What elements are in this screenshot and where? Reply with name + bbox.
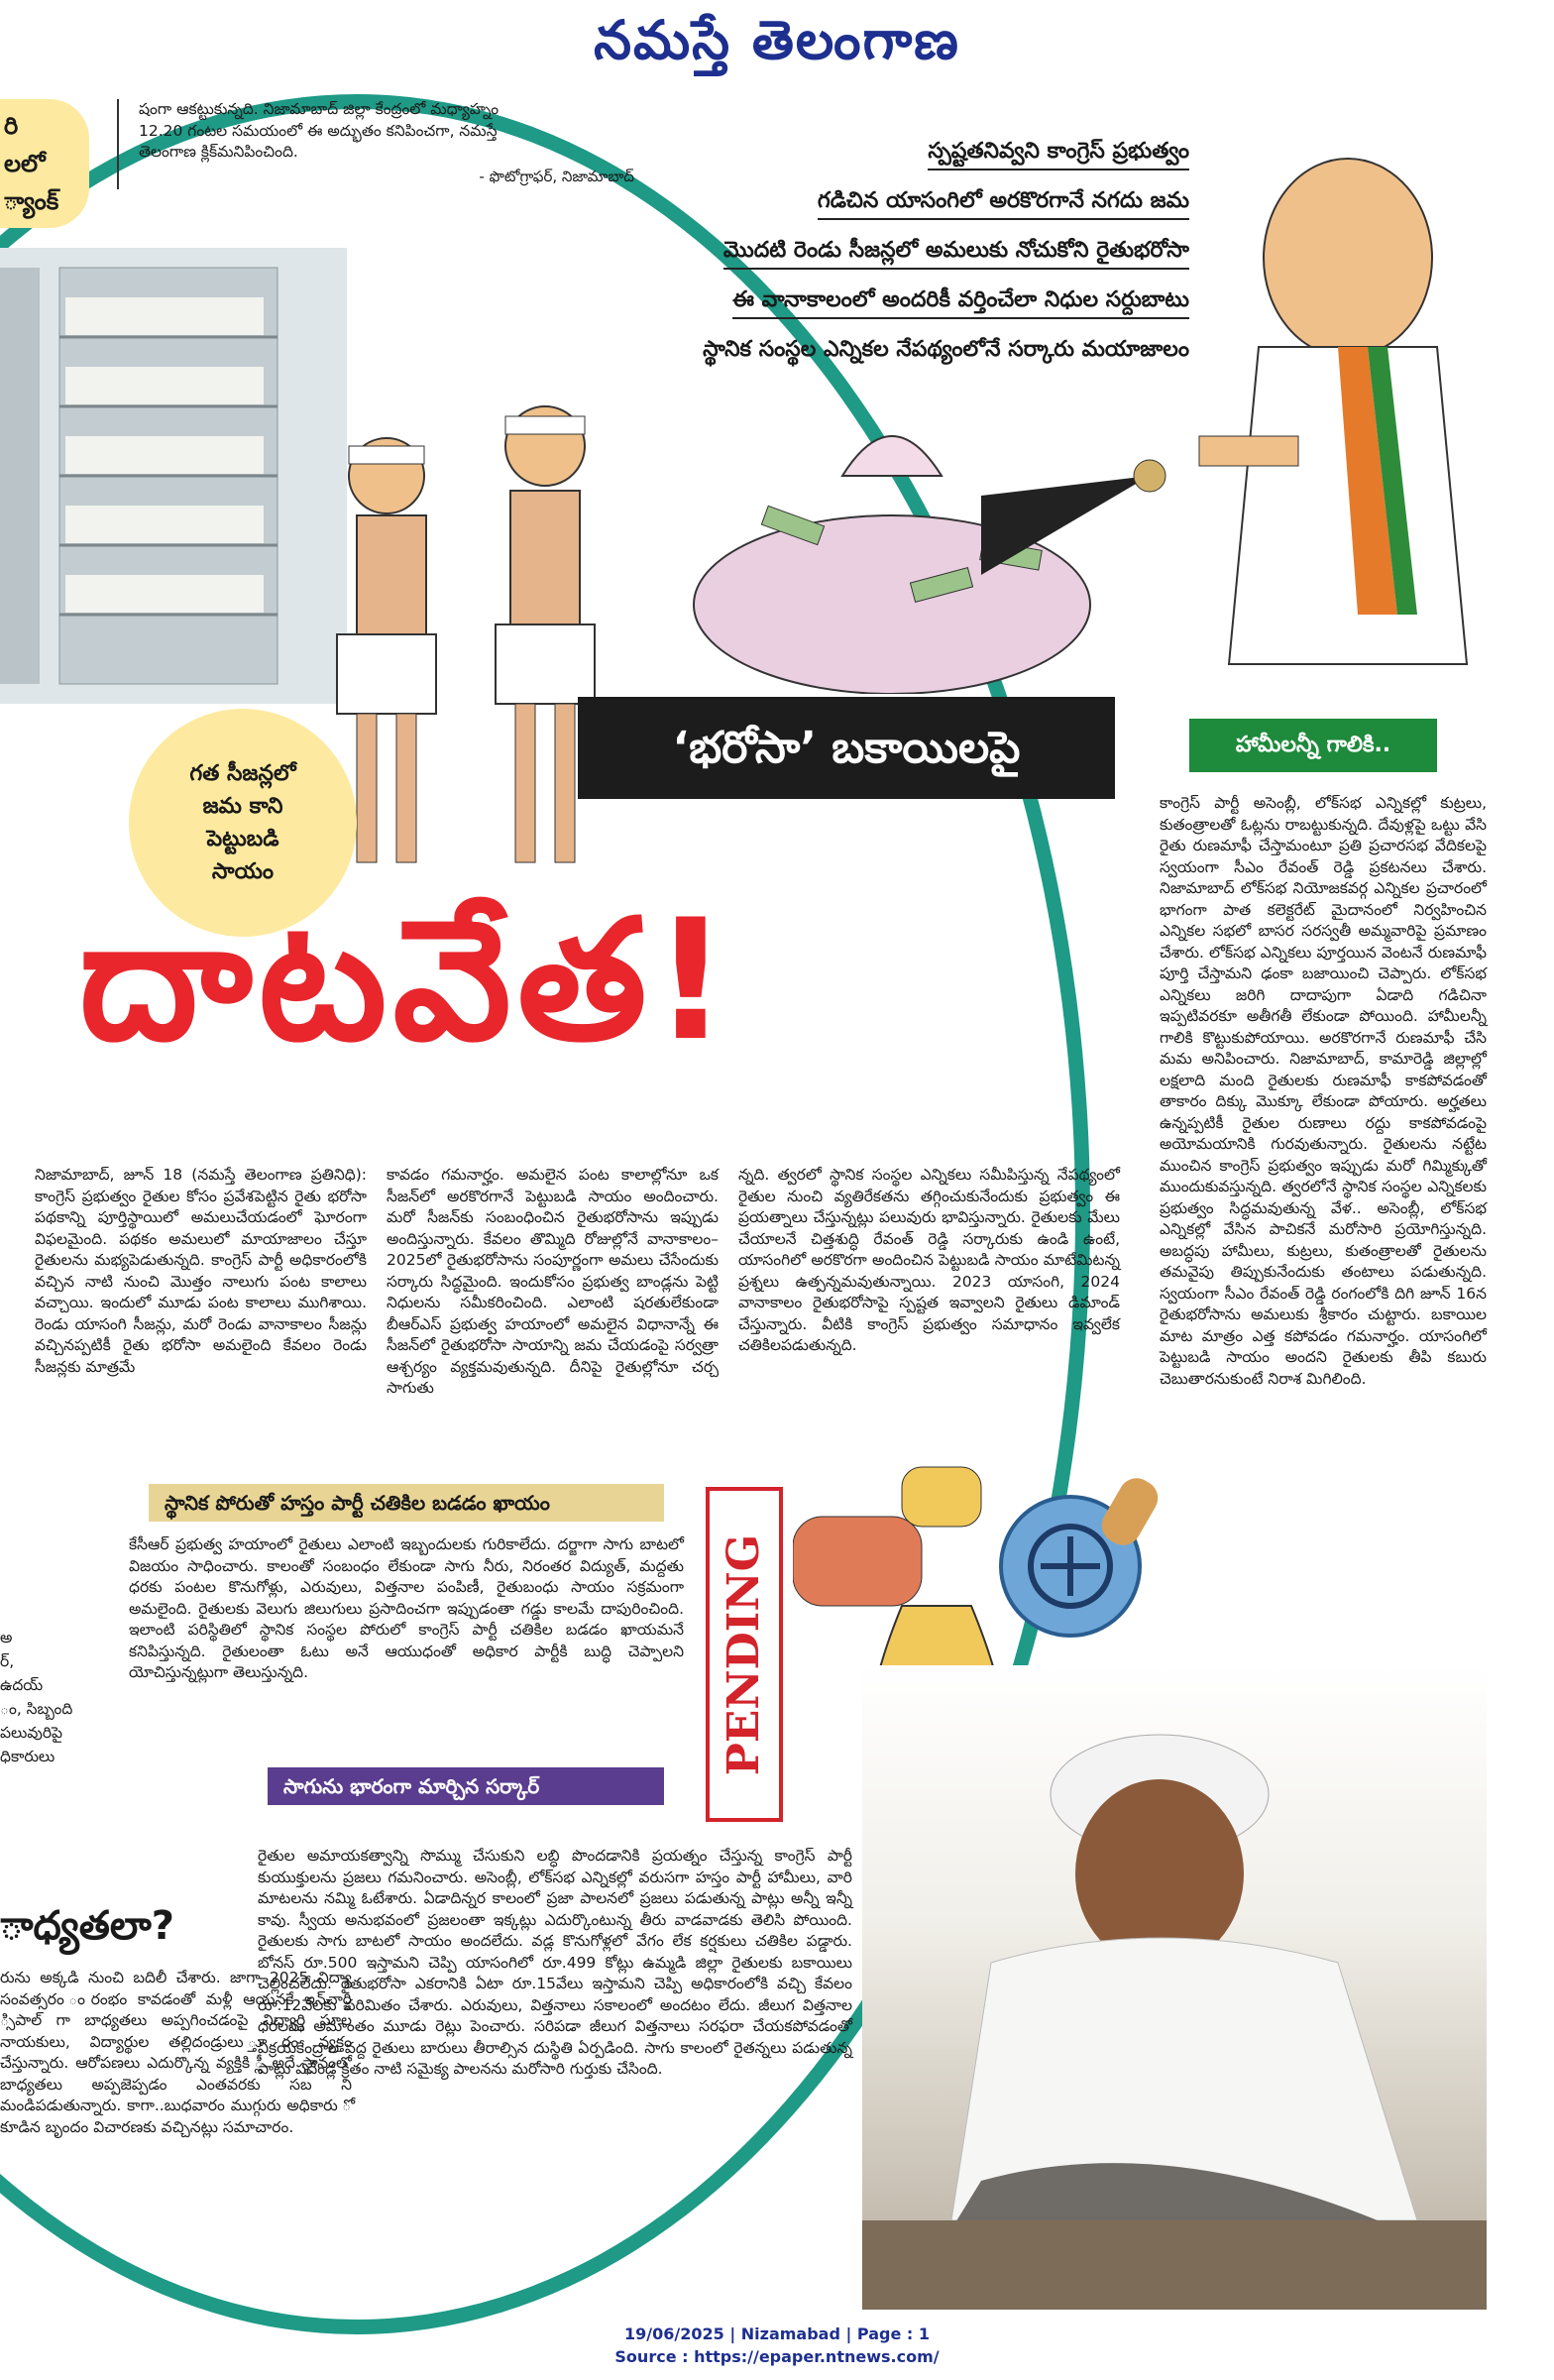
footer-source-line: Source : https://epaper.ntnews.com/ (614, 2347, 940, 2366)
circle-note-line: సాయం (211, 859, 275, 884)
main-headline: దాటవేత! (79, 883, 735, 1077)
section-2-text: రైతుల అమాయకత్వాన్ని సొమ్ము చేసుకుని లబ్ధి పొందడానికి ప్రయత్నం చేస్తున్న కాంగ్రెస్ పార్టీ కుయుక్తులను ప్రజలు గమనించారు. అసెంబ్లీ, లోక్‌సభ ఎన్నికల్లో వరుసగా హస్తం పార్టీ హామీలు, వారి మాటలను నమ్మి ఓటేశారు. ఏడాదిన్నర కాలంలో ప్రజా పాలనలో ప్రజలు పడుతున్న పాట్లు అన్నీ ఇన్నీ కావు. స్వీయ అనుభవంలో ప్రజలంతా ఇక్కట్లు ఎదుర్కొంటున్న తీరు వాడవాడకు తెలిసి పోయింది. రైతులకు సాగు బాటలో సాయం అందలేదు. వడ్ల కొనుగోళ్లలో వేగం లేక కర్షకులు చతికిల పడ్డారు. బోనస్ రూ.500 ఇస్తామని చెప్పి యాసంగిలో రూ.499 కోట్లు ఉమ్మడి జిల్లా రైతులకు బకాయిలు చెల్లించలేదు. రైతుభరోసా ఎకరానికి ఏటా రూ.15వేలు ఇస్తామని చెప్పి అధికారంలోకి వచ్చి కేవలం రూ.12వేలకు పరిమితం చేశారు. ఎరువులు, విత్తనాలు సకాలంలో అందటం లేదు. జీలుగ విత్తనాల ధరలను అమాంతం మూడు రెట్లు పెంచారు. సరిపడా జీలుగ విత్తనాలు సరఫరా చేయకపోవడంతో విక్రయకేంద్రాల వద్ద రైతులు బారులు తీరాల్సిన దుస్థితి ఏర్పడింది. సాగు కాలంలో రైతన్నలు పడుతున్న పాట్లు పదేండ్ల క్రితం నాటి సమైక్య పాలనను మరోసారి గుర్తుకు చేసింది. (258, 1847, 852, 2078)
vote-stamp-illustration (981, 1457, 1179, 1655)
section-1-title: స్థానిక పోరుతో హస్తం పార్టీ చతికిల బడడం ఖాయం (149, 1484, 664, 1522)
shelves-photo (0, 248, 347, 704)
body-column-1: నిజామాబాద్, జూన్ 18 (నమస్తే తెలంగాణ ప్రతినిధి): కాంగ్రెస్ ప్రభుత్వం రైతుల కోసం ప్రవేశపెట్టిన రైతు భరోసా పథకాన్ని పూర్తిస్థాయిలో అమలుచేయడంలో ఘోరంగా విఫలమైంది. పథకం అమలులో మాయాజాలం చేస్తూ రైతులను మభ్యపెడుతున్నది. కాంగ్రెస్ పార్టీ అధికారంలోకి వచ్చిన నాటి నుంచి మొత్తం నాలుగు పంట కాలాలు వచ్చాయి. ఇందులో మూడు పంట కాలాలు ముగిశాయి. రెండు యాసంగి సీజన్లు, మరో రెండు వానాకాలం సీజన్లు వచ్చినప్పటికీ రైతు భరోసా అమలైంది కేవలం రెండు సీజన్లకు మాత్రమే (35, 1166, 367, 1376)
distressed-farmer-photo (862, 1665, 1487, 2310)
bullet-item: మొదటి రెండు సీజన్లలో అమలుకు నోచుకోని రైతుభరోసా (723, 238, 1189, 270)
pending-stamp-text: PENDING (719, 1533, 770, 1775)
money-bag-illustration (684, 377, 1199, 694)
left-story-text: రును అక్కడి నుంచి బదిలీ చేశారు. జాగా 2025 విద్యా సంవత్సరం ంరంభం కావడంతో మళ్లీ ఆయనకే ఇన్‌చార్జి ్సిపాల్ గా బాధ్యతలు అప్పగించడంపై విద్యార్థి ఘాల నాయకులు, విద్యార్థుల తల్లిదండ్రులు ్తూరం వ్యక్తం చేస్తున్నారు. ఆరోపణలు ఎదుర్కొన్న వ్యక్తికి ్లీ అదే స్థానంలో బాధ్యతలు అప్పజెప్పడం ఎంతవరకు సబ ని మండిపడుతున్నారు. కాగా..బుధవారం ముగ్గురు అధికారు ో కూడిన బృందం విచారణకు వచ్చినట్లు సమాచారం. (0, 1969, 352, 2136)
caption-line-2: 12.20 గంటల సమయంలో ఈ అద్భుతం కనిపించగా, నమస్తే (139, 121, 498, 140)
caption-line-3: తెలంగాణ క్లిక్‌మనిపించింది. (139, 143, 298, 161)
top-left-promo (0, 99, 89, 228)
bullet-list (614, 139, 1229, 377)
farmer-illustration (862, 1665, 1487, 2310)
right-column-text: కాంగ్రెస్ పార్టీ అసెంబ్లీ, లోక్‌సభ ఎన్నికల్లో కుట్రలు, కుతంత్రాలతో ఓట్లను రాబట్టుకున్నది. దేవుళ్లపై ఒట్టు వేసి రైతు రుణమాఫీ చేస్తామంటూ ప్రతి ప్రచారసభ వేదికలపై స్వయంగా సీఎం రేవంత్ రెడ్డి ప్రకటనలు చేశారు. నిజామాబాద్ లోక్‌సభ నియోజకవర్గ ఎన్నికల ప్రచారంలో భాగంగా పాత కలెక్టరేట్ మైదానంలో నిర్వహించిన ఎన్నికల సభలో బాసర సరస్వతీ అమ్మవారిపై ప్రమాణం చేశారు. లోక్‌సభ ఎన్నికలు పూర్తయిన వెంటనే రుణమాఫీ పూర్తి చేస్తామని ఢంకా బజాయించి చెప్పారు. లోక్‌సభ ఎన్నికలు జరిగి దాదాపుగా ఏడాది గడిచినా ఇప్పటివరకూ అతీగతీ లేకుండా పోయింది. హామీలన్నీ గాలికి కొట్టుకుపోయాయి. అరకొరగానే రుణమాఫీ చేసి మమ అనిపించారు. నిజామాబాద్, కామారెడ్డి జిల్లాల్లో లక్షలాది మంది రైతులకు రుణమాఫీ కాకపోవడంతో తాకారం దిక్కు మొక్కూ లేకుండా పోయారు. అర్హతలు ఉన్నప్పటికీ రైతుల రుణాలు రద్దు కాకపోవడంపై అయోమయానికి గురవుతున్నారు. రైతులను నట్టేట ముంచిన కాంగ్రెస్ ప్రభుత్వం ఇప్పుడు మరో గిమ్మిక్కుతో ముందుకువస్తున్నది. త్వరలోనే స్థానిక సంస్థల ఎన్నికలకు ప్రభుత్వం సిద్ధమవుతున్న వేళ.. అసెంబ్లీ, లోక్‌సభ ఎన్నికల్లో వేసిన పాచికనే మరోసారి ప్రయోగిస్తున్నది. అబద్ధపు హామీలు, కుట్రలు, కుతంత్రాలతో రైతులను తమవైపు తిప్పుకునేందుకు తంటాలు పడుతున్నది. స్వయంగా సీఎం రేవంత్ రెడ్డి రంగంలోకి దిగి జూన్ 16న రైతుభరోసాను అమలుకు శ్రీకారం చుట్టారు. బకాయిల మాట మాత్రం ఎత్త కపోవడం గమనార్హం. యాసంగిలో పెట్టుబడి సాయం అందని రైతులకు తీపి కబురు చెబుతారనుకుంటే నిరాశ మిగిలింది. (1160, 794, 1487, 1388)
left-fragment: ం, సిబ్బంది (0, 1700, 73, 1718)
farmers-cartoon (317, 387, 644, 902)
pending-stamp (706, 1487, 783, 1822)
sub-headline: ‘భరోసా’ బకాయిలపై (578, 697, 1115, 799)
bullet-item: స్పష్టతనివ్వని కాంగ్రెస్ ప్రభుత్వం (928, 139, 1189, 170)
left-fragment: అ (0, 1629, 13, 1646)
bullet-item: గడిచిన యాసంగిలో అరకొరగానే నగదు జమ (818, 188, 1189, 220)
body-column-2: కావడం గమనార్హం. అమలైన పంట కాలాల్లోనూ ఒక సీజన్‌లో అరకొరగానే పెట్టుబడి సాయం అందించారు. మరో సీజన్‌కు సంబంధించిన రైతుభరోసాను ఇప్పుడు అందిస్తున్నారు. కేవలం తొమ్మిది రోజుల్లోనే వానాకాలం– 2025లో రైతుభరోసాను సంపూర్ణంగా అమలు చేసేందుకు సర్కారు సిద్ధమైంది. ఇందుకోసం ప్రభుత్వ బాండ్లను పెట్టి నిధులను సమీకరించింది. ఎలాంటి షరతులేకుండా బీఆర్‌ఎస్ ప్రభుత్వ హయాంలో అమలైన విధానాన్నే ఈ సీజన్‌లో రైతుభరోసా సాయాన్ని జమ చేయడంపై సర్వత్రా ఆశ్చర్యం వ్యక్తమవుతున్నది. దీనిపై రైతుల్లోనూ చర్చ సాగుతు (387, 1166, 719, 1397)
circle-note-line: జమ కాని (202, 794, 283, 819)
bullet-item: ఈ వానాకాలంలో అందరికీ వర్తించేలా నిధుల సర్దుబాటు (732, 287, 1189, 319)
green-tag: హామీలన్నీ గాలికి.. (1189, 719, 1437, 772)
photo-credit: - ఫొటోగ్రాఫర్, నిజామాబాద్ (479, 167, 634, 185)
left-fragment: ధికారులు (0, 1748, 56, 1765)
money-bag-cartoon (684, 377, 1199, 694)
left-fragment-1: రి (4, 112, 19, 140)
left-fragments (0, 1626, 79, 1768)
masthead-title: నమస్తే తెలంగాణ (594, 8, 960, 71)
left-fragment-3: ్యాంక్ (4, 187, 59, 215)
photo-caption (117, 99, 634, 189)
left-fragment: పలువురిపై (0, 1724, 63, 1742)
left-story-title: ాధ్యతలా? (0, 1903, 175, 1949)
left-fragment: ఉదయ్ (0, 1676, 44, 1694)
vote-stamp-icon (981, 1457, 1179, 1655)
section-1-text: కేసీఆర్ ప్రభుత్వ హయాంలో రైతులు ఎలాంటి ఇబ్బందులకు గురికాలేదు. దర్జాగా సాగు బాటలో విజయం సాధించారు. కాలంతో సంబంధం లేకుండా సాగు నీరు, నిరంతర విద్యుత్, మద్దతు ధరకు పంటల కొనుగోళ్లు, ఎరువులు, విత్తనాల పంపిణీ, రైతుబంధు సాయం సక్రమంగా అమలైంది. రైతులకు వెలుగు జిలుగులు ప్రసాదించగా ఇప్పుడంతా గడ్డు కాలమే దాపురించింది. ఇలాంటి పరిస్థితిలో స్థానిక సంస్థల పోరులో కాంగ్రెస్ పార్టీ చతికిల బడడం ఖాయమనే కనిపిస్తున్నది. రైతులంతా ఓటు అనే ఆయుధంతో అధికార పార్టీకి బుద్ధి చెప్పాలని యోచిస్తున్నట్లుగా తెలుస్తున్నది. (129, 1535, 684, 1681)
body-column-3: న్నది. త్వరలో స్థానిక సంస్థల ఎన్నికలు సమీపిస్తున్న నేపథ్యంలో రైతుల నుంచి వ్యతిరేకతను తగ్గించుకునేందుకు ప్రభుత్వం ఈ ప్రయత్నాలు చేస్తున్నట్లు పలువురు భావిస్తున్నారు. రైతులకు మేలు చేయాలనే చిత్తశుద్ధి రేవంత్ రెడ్డి సర్కారుకు ఉండి ఉంటే, యాసంగిలో అరకొరగా అందించిన పెట్టుబడి సాయం మాటేమిటన్న ప్రశ్నలు ఉత్పన్నమవుతున్నాయి. 2023 యాసంగి, 2024 వానాకాలం రైతుభరోసాపై స్పష్టత ఇవ్వాలని రైతులు డిమాండ్ చేస్తున్నారు. వీటికి కాంగ్రెస్ ప్రభుత్వం సమాధానం ఇవ్వలేక చతికిలపడుతున్నది. (738, 1166, 1120, 1354)
section-2-title: సాగును భారంగా మార్చిన సర్కార్ (268, 1767, 664, 1805)
footer-date-line: 19/06/2025 | Nizamabad | Page : 1 (624, 2324, 930, 2343)
circle-note-line: పెట్టుబడి (206, 827, 279, 851)
left-fragment: ర్, (0, 1652, 15, 1670)
shelves-illustration (0, 248, 347, 704)
left-fragment-2: లలో (4, 150, 46, 177)
caption-line-1: షంగా ఆకట్టుకున్నది. నిజామాబాద్ జిల్లా కేంద్రంలో మధ్యాహ్నం (139, 100, 500, 118)
bullet-item: స్థానిక సంస్థల ఎన్నికల నేపథ్యంలోనే సర్కారు మయాజాలం (703, 337, 1189, 362)
farmers-illustration (317, 387, 644, 902)
circle-note-line: గత సీజన్లలో (189, 761, 296, 786)
